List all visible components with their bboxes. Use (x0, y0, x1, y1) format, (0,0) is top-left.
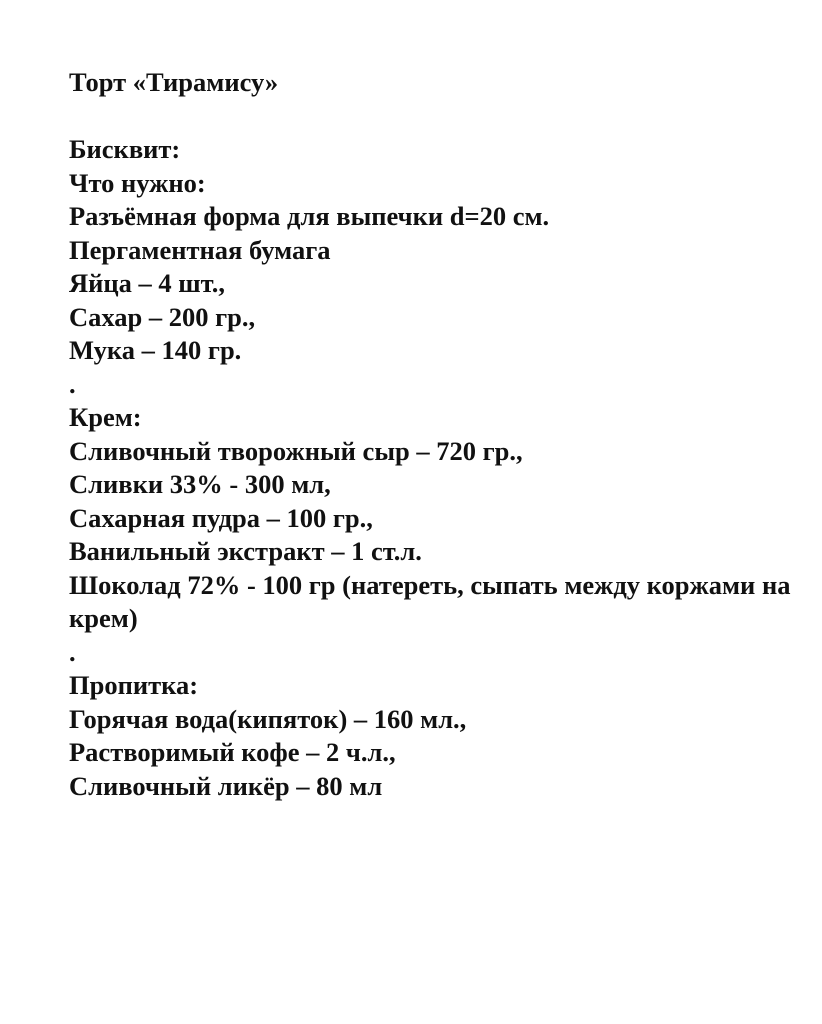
ingredient-line: Растворимый кофе – 2 ч.л., (69, 737, 396, 767)
ingredient-line: Мука – 140 гр. (69, 335, 242, 365)
section-heading-biscuit: Бисквит: (69, 134, 181, 164)
section-heading-soak: Пропитка: (69, 670, 199, 700)
ingredient-line: Пергаментная бумага (69, 234, 331, 265)
ingredient-line: Горячая вода(кипяток) – 160 мл., (69, 703, 467, 734)
ingredient-line: Ванильный экстракт – 1 ст.л. (69, 536, 422, 566)
ingredient-line: Шоколад 72% - 100 гр (натереть, сыпать между коржами на крем) (69, 569, 791, 633)
ingredient-line: Разъёмная форма для выпечки d=20 см. (69, 201, 550, 231)
ingredient-line: Сахар – 200 гр., (69, 301, 256, 332)
ingredient-line: Сливочный ликёр – 80 мл (69, 770, 383, 801)
ingredient-line: Сливки 33% - 300 мл, (69, 469, 331, 499)
recipe-title: Торт «Тирамису» (69, 67, 279, 97)
ingredient-line: Сахарная пудра – 100 гр., (69, 502, 373, 533)
separator-dot: . (69, 368, 76, 399)
separator-dot: . (69, 636, 76, 667)
ingredient-line: Сливочный творожный сыр – 720 гр., (69, 435, 523, 466)
ingredient-line: Яйца – 4 шт., (69, 268, 225, 298)
spacer (69, 100, 814, 134)
ingredient-line: Что нужно: (69, 167, 206, 198)
recipe-text (69, 66, 814, 803)
section-heading-cream: Крем: (69, 402, 142, 432)
